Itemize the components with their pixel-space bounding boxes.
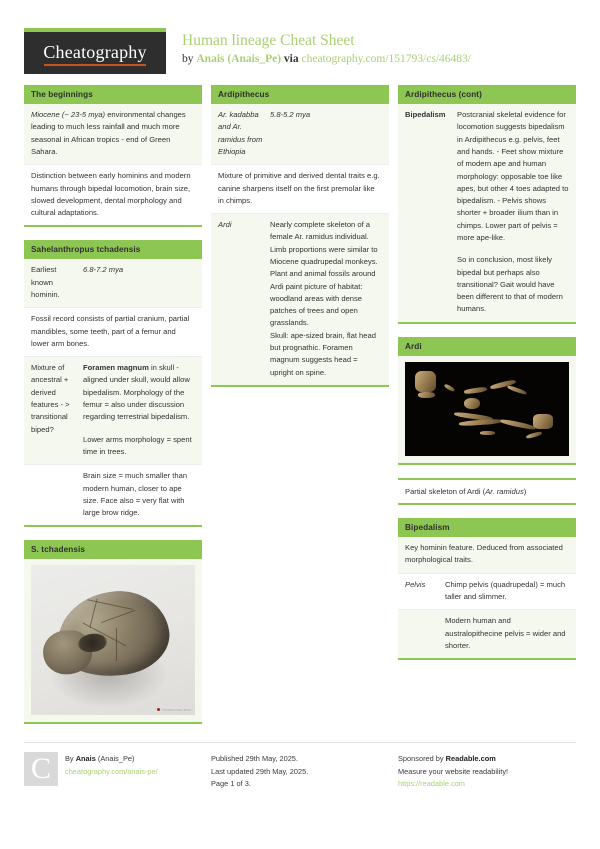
table-row	[24, 165, 202, 225]
byline-prefix: by	[182, 53, 197, 66]
block-ardipithecus-cont	[398, 85, 576, 324]
cell-value-2: So in conclusion, most likely bipedal but perhaps also transitional? Gait would have been different to that of modern humans.	[457, 255, 563, 314]
cell-value: Mixture of primitive and derived dental traits e.g. canine sharpens itself on the first premolar like in chimps.	[218, 171, 380, 205]
block-ardi-image	[398, 337, 576, 465]
published-date: Published 29th May, 2025.	[211, 754, 298, 763]
footer-publish-text	[211, 752, 308, 791]
table-row	[24, 357, 202, 465]
table-row	[211, 214, 389, 385]
column-2	[211, 85, 389, 400]
footer-publish-col	[211, 752, 389, 791]
page-number: Page 1 of 3.	[211, 779, 251, 789]
block-the-beginnings	[24, 85, 202, 227]
table-row	[398, 537, 576, 574]
cell-value: Chimp pelvis (quadrupedal) = much taller and slimmer.	[445, 579, 566, 602]
cell-key	[405, 615, 445, 652]
cell-value-1: Nearly complete skeleton of a female Ar. ramidus individual. Limb proportions were similar to Miocene quadrupedal monkeys.	[270, 220, 378, 266]
ardi-partial-skeleton-photo[interactable]	[405, 362, 569, 456]
column-3	[398, 85, 576, 673]
block-title: Ardipithecus	[211, 85, 389, 104]
cell-value: Distinction between early hominins and modern humans through bipedal locomotion, brain size, slowed development, dental morphology and cultural adaptations.	[31, 171, 191, 218]
cell-key	[31, 470, 83, 519]
footer-profile-link[interactable]: cheatography.com/anais-pe/	[65, 766, 158, 776]
bone-fragment	[444, 384, 456, 393]
footer-sponsor-text	[398, 752, 508, 791]
column-1	[24, 85, 202, 737]
byline-via: via	[281, 53, 302, 66]
spacer	[83, 424, 195, 434]
table-row	[24, 104, 202, 165]
skull-shape	[52, 585, 174, 684]
table-row	[211, 104, 389, 165]
cell-value: 5.8-5.2 mya	[270, 110, 311, 120]
credit-dot-icon	[157, 708, 160, 711]
author-link[interactable]: Anais (Anais_Pe)	[196, 53, 282, 66]
block-ardipithecus	[211, 85, 389, 387]
block-title: Bipedalism	[398, 518, 576, 537]
cell-key: Ar. kadabba and Ar. ramidus from Ethiopia	[218, 110, 263, 156]
page-header	[24, 0, 576, 76]
bone-fragment	[464, 398, 480, 409]
block-sahelanthropus-tchadensis	[24, 240, 202, 527]
sponsor-prefix: Sponsored by	[398, 754, 446, 763]
columns-container	[24, 85, 576, 737]
cell-value: Fossil record consists of partial cranium, partial mandibles, some teeth, part of a femur and lower arm bones.	[31, 314, 190, 348]
bone-fragment	[533, 414, 553, 429]
cell-value-rest: in skull - aligned under skull, would allow bipedalism. Morphology of the femur = also under discussion regarding terrestrial bipedalism.	[83, 363, 190, 422]
footer-by-prefix: By	[65, 754, 76, 763]
spacer	[457, 244, 569, 254]
image-caption: Partial skeleton of Ardi (Ar. ramidus)	[405, 486, 527, 496]
cell-value: Brain size = much smaller than modern human, closer to ape size. Face also = very flat with large brow ridge.	[83, 471, 188, 518]
cell-value: Miocene (~ 23-5 mya) environmental changes leading to much less rainfall and much more seasonal in African tropics - end of Green Sahara.	[31, 110, 186, 156]
cell-value	[457, 109, 569, 316]
cell-key: Earliest known hominin.	[31, 265, 60, 299]
credit-text: ©Smithsonian 2013	[161, 707, 191, 712]
page-footer	[24, 742, 576, 791]
footer-sponsor-col	[398, 752, 576, 791]
avatar: C	[24, 752, 58, 786]
italic-term: Miocene (~ 23-5 mya)	[31, 110, 106, 120]
cell-value: Key hominin feature. Deduced from associated morphological traits.	[405, 543, 563, 565]
image-row	[398, 356, 576, 463]
image-row	[24, 559, 202, 722]
table-row	[24, 465, 202, 525]
block-title: Ardi	[398, 337, 576, 356]
title-block	[166, 28, 471, 68]
bone-fragment	[415, 371, 436, 392]
table-row	[211, 165, 389, 214]
footer-byline	[65, 753, 158, 766]
bone-fragment	[464, 387, 487, 395]
cell-value-2: Lower arms morphology = spent time in trees.	[83, 434, 192, 456]
table-row	[398, 104, 576, 322]
crack-line	[116, 628, 117, 661]
cell-value-2: Plant and animal fossils around Ardi paint picture of habitat: woodland areas with dense patches of trees and open grasslands.	[270, 269, 376, 328]
cell-value-1: Postcranial skeletal evidence for locomotion suggests bipedalism in Ardipithecus e.g. pelvis, feet and hands. - Feet show mixture of modern ape and human morphology: opposable toe like apes, but other 4 toes adapted to bipedalism. - Pelvis shows shorter + broader ilium than in chimps. Lower part of pelvis = more ape-like.	[457, 110, 569, 242]
sahelanthropus-tchadensis-cranium-photo[interactable]	[31, 565, 195, 715]
page-title: Human lineage Cheat Sheet	[182, 32, 355, 49]
bone-fragment	[418, 392, 434, 399]
footer-author: Anais	[75, 754, 96, 763]
byline	[182, 52, 471, 68]
bone-fragment	[507, 385, 527, 395]
table-row	[24, 259, 202, 308]
block-ardi-caption	[398, 478, 576, 505]
footer-author-handle: (Anais_Pe)	[95, 754, 135, 763]
sponsor-name: Readable.com	[445, 754, 496, 763]
cell-key: Pelvis	[405, 579, 426, 589]
sponsor-line	[398, 753, 508, 766]
bone-fragment	[480, 431, 495, 435]
cell-value: 6.8-7.2 mya	[83, 265, 124, 275]
block-title: S. tchadensis	[24, 540, 202, 559]
block-title: The beginnings	[24, 85, 202, 104]
cheatography-logo[interactable]	[24, 28, 166, 74]
bold-term: Foramen magnum	[83, 363, 149, 373]
italic-term: Ar. ramidus	[485, 486, 524, 496]
photo-credit	[157, 708, 191, 713]
block-bipedalism	[398, 518, 576, 660]
logo-text: Cheatography	[43, 42, 146, 65]
cell-key: Bipedalism	[405, 110, 446, 120]
table-row	[24, 308, 202, 357]
sponsor-tagline: Measure your website readability!	[398, 766, 509, 776]
cell-key: Ardi	[218, 220, 232, 230]
cell-value: Modern human and australopithecine pelvis = wider and shorter.	[445, 616, 566, 650]
bone-fragment	[500, 418, 536, 430]
table-row	[398, 610, 576, 658]
block-s-tchadensis-image	[24, 540, 202, 724]
table-row	[398, 574, 576, 611]
footer-author-text	[65, 752, 158, 791]
cell-key: Mixture of ancestral + derived features - > transitional biped?	[31, 363, 70, 434]
source-link[interactable]: cheatography.com/151793/cs/46483/	[301, 53, 471, 66]
sponsor-link[interactable]: https://readable.com	[398, 779, 465, 789]
bone-fragment	[526, 431, 543, 439]
cell-value	[270, 219, 382, 379]
block-title: Ardipithecus (cont)	[398, 85, 576, 104]
cell-value-3: Skull: ape-sized brain, flat head but prognathic. Foramen magnum suggests head = upright on spine.	[270, 330, 376, 377]
bone-fragment	[459, 419, 502, 427]
updated-date: Last updated 29th May, 2025.	[211, 766, 309, 776]
cell-value	[83, 362, 195, 458]
footer-author-col	[24, 752, 202, 791]
block-title: Sahelanthropus tchadensis	[24, 240, 202, 259]
